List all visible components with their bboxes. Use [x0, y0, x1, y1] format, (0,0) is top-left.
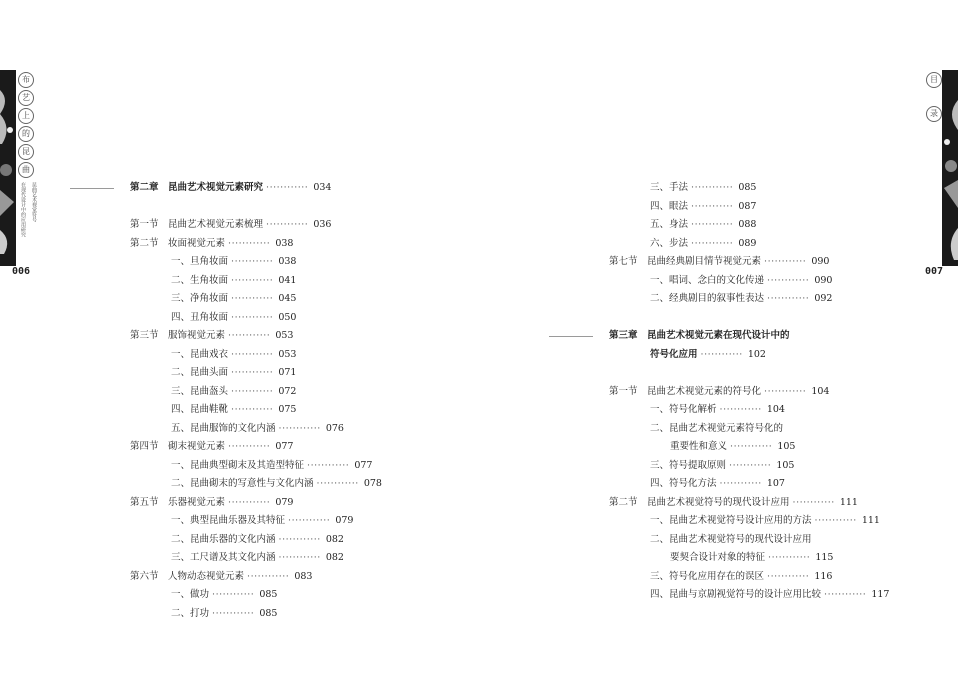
toc-page: 041 — [278, 275, 297, 286]
toc-entry[interactable]: 二、昆曲砌末的写意性与文化内涵 ············ 078 — [171, 478, 382, 489]
toc-label: 一、典型昆曲乐器及其特征 — [171, 515, 286, 526]
toc-page: 034 — [313, 182, 332, 193]
toc-entry[interactable]: 二、昆曲乐器的文化内涵 ············ 082 — [171, 534, 344, 545]
toc-label: 二、昆曲艺术视觉元素符号化的 — [650, 423, 784, 434]
running-head-char: 目 — [926, 72, 942, 88]
toc-label: 一、昆曲艺术视觉符号设计应用的方法 — [650, 515, 812, 526]
running-head-char: 上 — [18, 108, 34, 124]
toc-entry[interactable] — [650, 423, 783, 435]
toc-page: 077 — [275, 441, 294, 452]
toc-label: 四、眼法 — [650, 201, 689, 212]
running-head-char: 的 — [18, 126, 34, 142]
chapter-rule — [70, 188, 114, 189]
toc-page: 116 — [814, 571, 833, 582]
toc-label: 三、符号化应用存在的误区 — [650, 571, 765, 582]
toc-page: 105 — [776, 460, 795, 471]
toc-label: 第三章 昆曲艺术视觉元素在现代设计中的 — [609, 330, 790, 341]
running-head-line: 在现代设计中的应用研究 — [20, 182, 26, 237]
toc-page: 085 — [259, 608, 278, 619]
toc-entry[interactable]: 三、工尺谱及其文化内涵 ············ 082 — [171, 552, 344, 563]
toc-page: 045 — [278, 293, 297, 304]
running-head-char: 录 — [926, 106, 942, 122]
decorative-strip-right — [942, 70, 958, 266]
toc-entry[interactable]: 第七节 昆曲经典剧目情节视觉元素 ············ 090 — [609, 256, 830, 267]
toc-entry[interactable]: 三、净角妆面 ············ 045 — [171, 293, 297, 304]
toc-label: 一、唱词、念白的文化传递 — [650, 275, 765, 286]
toc-page: 111 — [861, 515, 880, 526]
toc-label: 三、净角妆面 — [171, 293, 229, 304]
toc-label: 二、昆曲头面 — [171, 367, 229, 378]
toc-entry[interactable] — [650, 534, 812, 546]
toc-label: 四、符号化方法 — [650, 478, 717, 489]
toc-entry[interactable]: 三、符号化应用存在的误区 ············ 116 — [650, 571, 833, 582]
toc-page: 104 — [811, 386, 830, 397]
toc-label: 第三节 服饰视觉元素 — [130, 330, 226, 341]
toc-page: 079 — [275, 497, 294, 508]
toc-entry[interactable]: 二、昆曲头面 ············ 071 — [171, 367, 297, 378]
toc-entry[interactable]: 重要性和意义 ············ 105 — [670, 441, 796, 452]
toc-page: 076 — [325, 423, 344, 434]
toc-page: 038 — [278, 256, 297, 267]
toc-entry[interactable]: 二、经典剧目的叙事性表达 ············ 092 — [650, 293, 833, 304]
toc-label: 重要性和意义 — [670, 441, 728, 452]
toc-entry[interactable]: 六、步法 ············ 089 — [650, 238, 757, 249]
toc-entry[interactable]: 一、昆曲艺术视觉符号设计应用的方法 ············ 111 — [650, 515, 880, 526]
toc-label: 要契合设计对象的特征 — [670, 552, 766, 563]
toc-label: 符号化应用 — [650, 349, 698, 360]
right-page — [479, 0, 958, 677]
toc-entry[interactable]: 一、昆曲戏衣 ············ 053 — [171, 349, 297, 360]
toc-label: 第二章 昆曲艺术视觉元素研究 — [130, 182, 264, 193]
toc-label: 一、符号化解析 — [650, 404, 717, 415]
toc-entry[interactable]: 第三节 服饰视觉元素 ············ 053 — [130, 330, 294, 341]
toc-label: 第五节 乐器视觉元素 — [130, 497, 226, 508]
toc-entry[interactable]: 二、生角妆面 ············ 041 — [171, 275, 297, 286]
toc-page: 072 — [278, 386, 297, 397]
toc-entry[interactable]: 四、眼法 ············ 087 — [650, 201, 757, 212]
toc-entry[interactable]: 第五节 乐器视觉元素 ············ 079 — [130, 497, 294, 508]
toc-page: 087 — [738, 201, 757, 212]
toc-label: 第二节 妆面视觉元素 — [130, 238, 226, 249]
toc-entry[interactable]: 第二章 昆曲艺术视觉元素研究 ············ 034 — [130, 182, 332, 193]
toc-label: 五、身法 — [650, 219, 689, 230]
toc-entry[interactable]: 一、旦角妆面 ············ 038 — [171, 256, 297, 267]
toc-page: 038 — [275, 238, 294, 249]
page-number: 007 — [925, 266, 944, 277]
decorative-strip-left — [0, 70, 16, 266]
toc-label: 第七节 昆曲经典剧目情节视觉元素 — [609, 256, 762, 267]
toc-page: 105 — [777, 441, 796, 452]
toc-page: 115 — [815, 552, 834, 563]
toc-entry[interactable]: 一、典型昆曲乐器及其特征 ············ 079 — [171, 515, 354, 526]
toc-label: 二、昆曲乐器的文化内涵 — [171, 534, 276, 545]
toc-entry[interactable]: 第二节 昆曲艺术视觉符号的现代设计应用 ············ 111 — [609, 497, 858, 508]
toc-page: 104 — [766, 404, 785, 415]
chapter-rule — [549, 336, 593, 337]
toc-entry[interactable]: 第六节 人物动态视觉元素 ············ 083 — [130, 571, 313, 582]
toc-label: 六、步法 — [650, 238, 689, 249]
toc-label: 二、生角妆面 — [171, 275, 229, 286]
toc-label: 第二节 昆曲艺术视觉符号的现代设计应用 — [609, 497, 790, 508]
toc-entry[interactable]: 二、打功 ············ 085 — [171, 608, 278, 619]
toc-label: 三、符号提取原则 — [650, 460, 727, 471]
toc-page: 036 — [313, 219, 332, 230]
toc-label: 三、手法 — [650, 182, 689, 193]
toc-page: 050 — [278, 312, 297, 323]
toc-entry[interactable]: 五、昆曲服饰的文化内涵 ············ 076 — [171, 423, 344, 434]
toc-label: 二、昆曲砌末的写意性与文化内涵 — [171, 478, 314, 489]
toc-label: 二、经典剧目的叙事性表达 — [650, 293, 765, 304]
toc-page: 078 — [363, 478, 382, 489]
toc-page: 089 — [738, 238, 757, 249]
toc-entry[interactable]: 三、符号提取原则 ············ 105 — [650, 460, 795, 471]
toc-entry[interactable]: 五、身法 ············ 088 — [650, 219, 757, 230]
toc-entry[interactable]: 第二节 妆面视觉元素 ············ 038 — [130, 238, 294, 249]
toc-entry[interactable] — [609, 330, 790, 342]
toc-page: 085 — [259, 589, 278, 600]
toc-entry[interactable]: 四、昆曲鞋靴 ············ 075 — [171, 404, 297, 415]
toc-page: 111 — [839, 497, 858, 508]
running-head-char: 昆 — [18, 144, 34, 160]
toc-page: 102 — [747, 349, 766, 360]
toc-label: 二、打功 — [171, 608, 210, 619]
toc-label: 一、做功 — [171, 589, 210, 600]
page-number: 006 — [12, 266, 31, 277]
toc-label: 一、旦角妆面 — [171, 256, 229, 267]
toc-page: 088 — [738, 219, 757, 230]
toc-label: 三、工尺谱及其文化内涵 — [171, 552, 276, 563]
toc-entry[interactable]: 一、符号化解析 ············ 104 — [650, 404, 785, 415]
toc-page: 107 — [766, 478, 785, 489]
toc-entry[interactable]: 第四节 砌末视觉元素 ············ 077 — [130, 441, 294, 452]
toc-label: 四、昆曲与京剧视觉符号的设计应用比较 — [650, 589, 822, 600]
toc-label: 第一节 昆曲艺术视觉元素梳理 — [130, 219, 264, 230]
toc-label: 第六节 人物动态视觉元素 — [130, 571, 245, 582]
toc-label: 五、昆曲服饰的文化内涵 — [171, 423, 276, 434]
running-head-char: 曲 — [18, 162, 34, 178]
toc-label: 二、昆曲艺术视觉符号的现代设计应用 — [650, 534, 812, 545]
toc-entry[interactable]: 四、昆曲与京剧视觉符号的设计应用比较 ············ 117 — [650, 589, 890, 600]
toc-label: 一、昆曲戏衣 — [171, 349, 229, 360]
toc-label: 三、昆曲盔头 — [171, 386, 229, 397]
toc-entry[interactable]: 符号化应用 ············ 102 — [650, 349, 766, 360]
toc-page: 117 — [871, 589, 890, 600]
toc-entry[interactable]: 一、昆曲典型砌末及其造型特征 ············ 077 — [171, 460, 373, 471]
toc-label: 四、丑角妆面 — [171, 312, 229, 323]
running-head-char: 布 — [18, 72, 34, 88]
toc-page: 082 — [325, 534, 344, 545]
toc-page: 053 — [275, 330, 294, 341]
toc-page: 092 — [814, 293, 833, 304]
toc-page: 079 — [335, 515, 354, 526]
toc-page: 071 — [278, 367, 297, 378]
toc-page: 090 — [811, 256, 830, 267]
toc-page: 083 — [294, 571, 313, 582]
toc-label: 四、昆曲鞋靴 — [171, 404, 229, 415]
toc-entry[interactable]: 第一节 昆曲艺术视觉元素的符号化 ············ 104 — [609, 386, 830, 397]
running-head-char: 艺 — [18, 90, 34, 106]
toc-entry[interactable]: 四、丑角妆面 ············ 050 — [171, 312, 297, 323]
toc-entry[interactable]: 四、符号化方法 ············ 107 — [650, 478, 785, 489]
toc-entry[interactable]: 第一节 昆曲艺术视觉元素梳理 ············ 036 — [130, 219, 332, 230]
toc-label: 第一节 昆曲艺术视觉元素的符号化 — [609, 386, 762, 397]
running-head-line: 昆曲艺术视觉符号 — [31, 182, 37, 222]
toc-page: 085 — [738, 182, 757, 193]
toc-page: 075 — [278, 404, 297, 415]
toc-entry[interactable]: 三、手法 ············ 085 — [650, 182, 757, 193]
toc-entry[interactable]: 一、唱词、念白的文化传递 ············ 090 — [650, 275, 833, 286]
toc-entry[interactable]: 要契合设计对象的特征 ············ 115 — [670, 552, 834, 563]
toc-page: 090 — [814, 275, 833, 286]
toc-entry[interactable]: 三、昆曲盔头 ············ 072 — [171, 386, 297, 397]
toc-page: 082 — [325, 552, 344, 563]
toc-page: 053 — [278, 349, 297, 360]
toc-label: 一、昆曲典型砌末及其造型特征 — [171, 460, 305, 471]
toc-page: 077 — [354, 460, 373, 471]
toc-label: 第四节 砌末视觉元素 — [130, 441, 226, 452]
toc-entry[interactable]: 一、做功 ············ 085 — [171, 589, 278, 600]
